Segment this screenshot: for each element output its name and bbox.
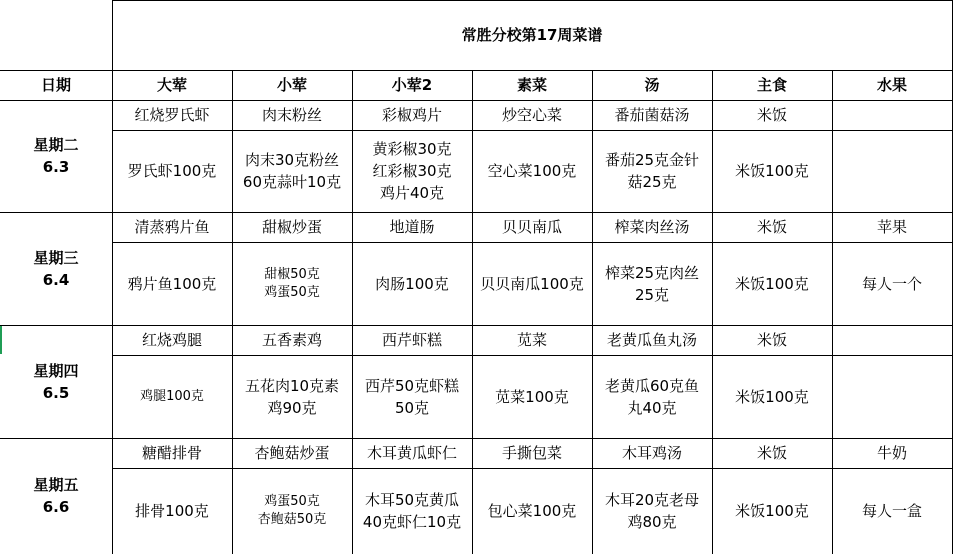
column-header[interactable]: 日期 <box>40 76 71 94</box>
dish-name-cell[interactable]: 米饭 <box>756 106 787 124</box>
amount-cell[interactable]: 木耳50克黄瓜 40克虾仁10克 <box>362 491 462 531</box>
amount-cell[interactable]: 鸡腿100克 <box>140 388 204 404</box>
amount-cell[interactable]: 榨菜25克肉丝 25克 <box>604 263 700 304</box>
column-header[interactable]: 小荤2 <box>391 76 433 94</box>
amount-cell[interactable]: 每人一个 <box>861 274 922 293</box>
dish-name-cell[interactable]: 彩椒鸡片 <box>381 106 442 124</box>
dish-name-cell[interactable]: 炒空心菜 <box>501 106 562 124</box>
column-header[interactable]: 小荤 <box>276 76 307 94</box>
dish-name-cell[interactable]: 红烧鸡腿 <box>141 331 202 349</box>
amount-cell[interactable]: 甜椒50克 鸡蛋50克 <box>264 266 320 300</box>
amount-cell[interactable]: 排骨100克 <box>135 502 209 520</box>
grid-line <box>352 70 353 554</box>
dish-name-cell[interactable]: 清蒸鸦片鱼 <box>134 218 210 236</box>
dish-name-cell[interactable]: 米饭 <box>756 331 787 349</box>
dish-name-cell[interactable]: 红烧罗氏虾 <box>134 106 210 124</box>
amount-cell[interactable]: 空心菜100克 <box>487 162 577 180</box>
grid-line <box>112 468 953 469</box>
dish-name-cell[interactable]: 五香素鸡 <box>261 331 322 349</box>
dish-name-cell[interactable]: 榨菜肉丝汤 <box>614 218 690 236</box>
column-header[interactable]: 主食 <box>756 76 787 94</box>
amount-cell[interactable]: 鸡蛋50克 杏鲍菇50克 <box>257 494 327 527</box>
dish-name-cell[interactable]: 苹果 <box>876 218 907 236</box>
amount-cell[interactable] <box>832 130 952 212</box>
corner-cell[interactable] <box>0 0 112 70</box>
grid-line <box>832 70 833 554</box>
dish-name-cell[interactable]: 米饭 <box>756 218 787 236</box>
dish-name-cell[interactable]: 甜椒炒蛋 <box>261 218 322 236</box>
amount-cell[interactable]: 老黄瓜60克鱼 丸40克 <box>604 376 700 417</box>
dish-name-cell[interactable]: 贝贝南瓜 <box>501 218 562 236</box>
grid-line <box>0 100 953 101</box>
grid-line <box>112 242 953 243</box>
amount-cell[interactable]: 苋菜100克 <box>495 387 569 406</box>
amount-cell[interactable]: 木耳20克老母 鸡80克 <box>604 491 700 531</box>
grid-line <box>472 70 473 554</box>
amount-cell[interactable]: 贝贝南瓜100克 <box>480 274 584 293</box>
grid-line <box>112 0 952 1</box>
dish-name-cell[interactable]: 木耳鸡汤 <box>621 444 682 462</box>
column-header[interactable]: 大荤 <box>156 76 187 94</box>
amount-cell[interactable]: 每人一盒 <box>861 502 922 520</box>
grid-line <box>112 130 953 131</box>
amount-cell[interactable]: 五花肉10克素 鸡90克 <box>244 376 340 417</box>
date-cell[interactable]: 星期四 6.5 <box>33 361 79 402</box>
dish-name-cell[interactable]: 老黄瓜鱼丸汤 <box>606 331 697 349</box>
amount-cell[interactable]: 番茄25克金针 菇25克 <box>604 151 700 191</box>
amount-cell[interactable]: 米饭100克 <box>735 502 809 520</box>
amount-cell[interactable]: 罗氏虾100克 <box>127 162 217 180</box>
grid-line <box>952 0 953 554</box>
grid-line <box>712 70 713 554</box>
dish-name-cell[interactable] <box>832 100 952 130</box>
amount-cell[interactable]: 鸦片鱼100克 <box>127 274 217 293</box>
dish-name-cell[interactable]: 糖醋排骨 <box>141 444 202 462</box>
amount-cell[interactable]: 肉末30克粉丝 60克蒜叶10克 <box>242 151 342 191</box>
amount-cell[interactable]: 肉肠100克 <box>375 274 449 293</box>
amount-cell[interactable]: 米饭100克 <box>735 162 809 180</box>
amount-cell[interactable]: 包心菜100克 <box>487 502 577 520</box>
selection-marker <box>0 326 2 354</box>
column-header[interactable]: 水果 <box>876 76 907 94</box>
menu-title[interactable]: 常胜分校第17周菜谱 <box>461 26 603 44</box>
grid-line <box>592 70 593 554</box>
column-header[interactable]: 汤 <box>644 76 660 94</box>
amount-cell[interactable]: 黄彩椒30克 红彩椒30克 鸡片40克 <box>372 140 452 202</box>
dish-name-cell[interactable]: 西芹虾糕 <box>381 331 442 349</box>
dish-name-cell[interactable]: 牛奶 <box>876 444 907 462</box>
dish-name-cell[interactable]: 番茄菌菇汤 <box>614 106 690 124</box>
date-cell[interactable]: 星期五 6.6 <box>33 476 79 516</box>
dish-name-cell[interactable]: 苋菜 <box>516 331 547 349</box>
dish-name-cell[interactable]: 杏鲍菇炒蛋 <box>254 444 330 462</box>
amount-cell[interactable]: 西芹50克虾糕 50克 <box>364 376 460 417</box>
amount-cell[interactable] <box>832 355 952 438</box>
grid-line <box>232 70 233 554</box>
date-cell[interactable]: 星期三 6.4 <box>33 248 79 289</box>
grid-line <box>0 212 953 213</box>
grid-line <box>112 355 953 356</box>
dish-name-cell[interactable]: 木耳黄瓜虾仁 <box>366 444 457 462</box>
dish-name-cell[interactable]: 手撕包菜 <box>501 444 562 462</box>
column-header[interactable]: 素菜 <box>516 76 547 94</box>
dish-name-cell[interactable]: 肉末粉丝 <box>261 106 322 124</box>
grid-line <box>112 0 113 554</box>
dish-name-cell[interactable]: 米饭 <box>756 444 787 462</box>
grid-line <box>0 325 953 326</box>
grid-line <box>0 70 953 71</box>
amount-cell[interactable]: 米饭100克 <box>735 274 809 293</box>
date-cell[interactable]: 星期二 6.3 <box>33 136 79 176</box>
amount-cell[interactable]: 米饭100克 <box>735 387 809 406</box>
dish-name-cell[interactable]: 地道肠 <box>389 218 435 236</box>
dish-name-cell[interactable] <box>832 325 952 355</box>
grid-line <box>0 438 953 439</box>
